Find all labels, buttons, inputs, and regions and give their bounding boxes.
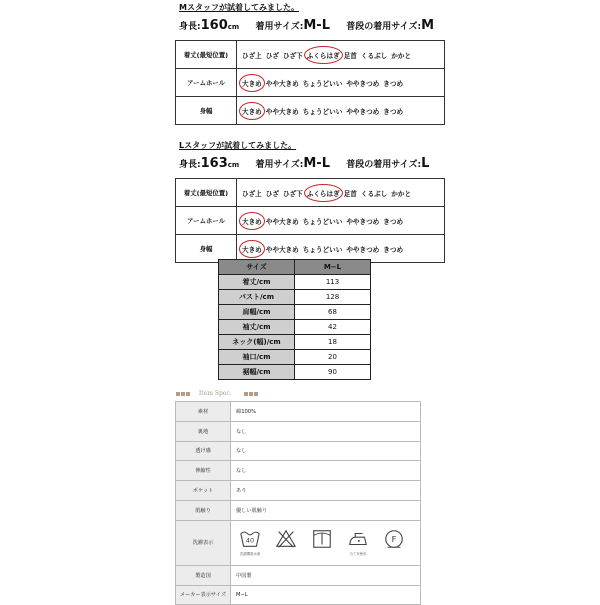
- care-icon-caption: 当て布使用: [349, 551, 367, 556]
- fit-option: ひざ: [265, 51, 279, 60]
- spec-value: あり: [231, 481, 421, 501]
- size-row-value: 20: [295, 350, 371, 365]
- size-row-label: 肩幅/cm: [219, 305, 295, 320]
- size-row-value: 128: [295, 290, 371, 305]
- fit-option-selected: 大きめ: [242, 107, 262, 116]
- fit-option: かかと: [391, 51, 412, 60]
- size-row-value: 90: [295, 365, 371, 380]
- fit-options: [237, 69, 445, 97]
- height-value: 163: [200, 156, 228, 171]
- care-icons: [231, 520, 421, 565]
- spec-row-care: [176, 520, 421, 565]
- fit-option-selected: ふくらはぎ: [306, 51, 340, 60]
- size-row-value: 42: [295, 320, 371, 335]
- fit-row: [176, 207, 445, 235]
- fit-option: きつめ: [383, 79, 404, 88]
- spec-square-icon: [254, 392, 258, 396]
- size-row: [219, 320, 371, 335]
- wash-40-icon: [238, 528, 262, 558]
- item-spec-table: [175, 401, 421, 605]
- spec-value: なし: [231, 421, 421, 441]
- wear-size-label: 着用サイズ:: [255, 160, 304, 170]
- fit-row: [176, 41, 445, 69]
- wear-size-value: M-L: [303, 156, 330, 171]
- spec-square-icon: [176, 392, 180, 396]
- fit-option: やや大きめ: [265, 79, 299, 88]
- spec-value: M−L: [231, 585, 421, 605]
- spec-key: 裏地: [176, 421, 231, 441]
- fit-option: 足首: [343, 51, 357, 60]
- fit-option: ひざ上: [242, 189, 262, 198]
- fit-option: くるぶし: [360, 51, 388, 60]
- size-table-header: [219, 260, 371, 275]
- size-row-value: 18: [295, 335, 371, 350]
- spec-row: [176, 585, 421, 605]
- usual-size-value: M: [421, 18, 435, 33]
- fit-row: [176, 97, 445, 125]
- spec-row: [176, 461, 421, 481]
- staff-m-sizes: [179, 18, 445, 34]
- spec-row: [176, 565, 421, 585]
- spec-key: ポケット: [176, 481, 231, 501]
- fit-row-label: アームホール: [176, 207, 237, 235]
- fit-options: [237, 41, 445, 69]
- fit-option-selected: ふくらはぎ: [306, 189, 340, 198]
- size-row: [219, 275, 371, 290]
- fit-option: かかと: [391, 189, 412, 198]
- fit-option-selected: 大きめ: [242, 217, 262, 226]
- size-header-label: サイズ: [219, 260, 295, 275]
- fit-option: きつめ: [383, 217, 404, 226]
- staff-l-fit-table: [175, 178, 445, 263]
- fit-option: ちょうどいい: [302, 79, 343, 88]
- fit-option: ややきつめ: [346, 79, 380, 88]
- fit-row-label: 身幅: [176, 97, 237, 125]
- fit-row: [176, 179, 445, 207]
- spec-value: なし: [231, 461, 421, 481]
- fit-option: ひざ下: [282, 51, 303, 60]
- size-row-value: 68: [295, 305, 371, 320]
- height-unit: cm: [227, 23, 240, 31]
- fit-option: やや大きめ: [265, 245, 299, 254]
- item-spec-title-text: Item Spec.: [198, 390, 232, 397]
- spec-square-icon: [244, 392, 248, 396]
- size-row-label: 裾幅/cm: [219, 365, 295, 380]
- fit-option: きつめ: [383, 245, 404, 254]
- spec-row: [176, 481, 421, 501]
- staff-l-section: [175, 140, 445, 263]
- size-row-label: バスト/cm: [219, 290, 295, 305]
- no-bleach-icon: [274, 528, 298, 558]
- height-label: 身長:: [179, 160, 201, 170]
- size-row-label: 着丈/cm: [219, 275, 295, 290]
- spec-key: 洗濯表示: [176, 520, 231, 565]
- spec-key: 肌触り: [176, 500, 231, 520]
- spec-value: なし: [231, 441, 421, 461]
- size-row: [219, 350, 371, 365]
- spec-row: [176, 402, 421, 422]
- staff-m-heading: Mスタッフが試着してみました。: [179, 3, 299, 12]
- spec-square-icon: [181, 392, 185, 396]
- spec-key: 製造国: [176, 565, 231, 585]
- iron-low-icon: [346, 528, 370, 558]
- fit-option-selected: 大きめ: [242, 245, 262, 254]
- fit-row-label: 身幅: [176, 235, 237, 263]
- size-row: [219, 365, 371, 380]
- spec-row: [176, 500, 421, 520]
- staff-l-sizes: [179, 156, 445, 172]
- size-row-label: 袖口/cm: [219, 350, 295, 365]
- fit-option: ちょうどいい: [302, 217, 343, 226]
- fit-option: ひざ: [265, 189, 279, 198]
- fit-row: [176, 69, 445, 97]
- spec-key: 透け感: [176, 441, 231, 461]
- fit-option: ややきつめ: [346, 107, 380, 116]
- wear-size-value: M-L: [303, 18, 330, 33]
- fit-option: やや大きめ: [265, 217, 299, 226]
- height-label: 身長:: [179, 22, 201, 32]
- spec-square-icon: [186, 392, 190, 396]
- fit-options: [237, 207, 445, 235]
- spec-key: 伸縮性: [176, 461, 231, 481]
- size-row: [219, 290, 371, 305]
- staff-m-section: [175, 2, 445, 125]
- dry-clean-f-icon: [382, 528, 406, 558]
- staff-m-fit-table: [175, 40, 445, 125]
- spec-key: メーカー表示サイズ: [176, 585, 231, 605]
- care-icon-caption: 洗濯機弱水流: [239, 551, 261, 556]
- fit-row-label: 着丈(最短位置): [176, 41, 237, 69]
- fit-option-selected: 大きめ: [242, 79, 262, 88]
- fit-row-label: アームホール: [176, 69, 237, 97]
- size-row-label: ネック(幅)/cm: [219, 335, 295, 350]
- spec-value: 中国製: [231, 565, 421, 585]
- care-icon-text: F: [391, 533, 397, 544]
- fit-option: ややきつめ: [346, 217, 380, 226]
- fit-option: 足首: [343, 189, 357, 198]
- fit-option: ひざ上: [242, 51, 262, 60]
- fit-row-label: 着丈(最短位置): [176, 179, 237, 207]
- spec-row: [176, 441, 421, 461]
- size-row-value: 113: [295, 275, 371, 290]
- item-spec-title: [176, 390, 376, 400]
- care-icon-text: 40: [245, 536, 255, 545]
- height-unit: cm: [227, 161, 240, 169]
- fit-option: ひざ下: [282, 189, 303, 198]
- fit-options: [237, 179, 445, 207]
- fit-option: くるぶし: [360, 189, 388, 198]
- fit-option: ちょうどいい: [302, 107, 343, 116]
- staff-l-heading: Lスタッフが試着してみました。: [179, 141, 297, 150]
- spec-key: 素材: [176, 402, 231, 422]
- fit-option: ややきつめ: [346, 245, 380, 254]
- height-value: 160: [200, 18, 228, 33]
- fit-option: きつめ: [383, 107, 404, 116]
- fit-option: やや大きめ: [265, 107, 299, 116]
- spec-row: [176, 421, 421, 441]
- size-row: [219, 305, 371, 320]
- spec-square-icon: [249, 392, 253, 396]
- usual-size-label: 普段の着用サイズ:: [346, 22, 422, 32]
- size-header-value: M−L: [295, 260, 371, 275]
- size-table: [218, 259, 371, 380]
- spec-value: 優しい肌触り: [231, 500, 421, 520]
- spec-value: 綿100%: [231, 402, 421, 422]
- fit-options: [237, 97, 445, 125]
- size-row-label: 袖丈/cm: [219, 320, 295, 335]
- fit-option: ちょうどいい: [302, 245, 343, 254]
- hang-dry-icon: [310, 528, 334, 558]
- wear-size-label: 着用サイズ:: [255, 22, 304, 32]
- size-row: [219, 335, 371, 350]
- usual-size-label: 普段の着用サイズ:: [346, 160, 422, 170]
- usual-size-value: L: [421, 156, 430, 171]
